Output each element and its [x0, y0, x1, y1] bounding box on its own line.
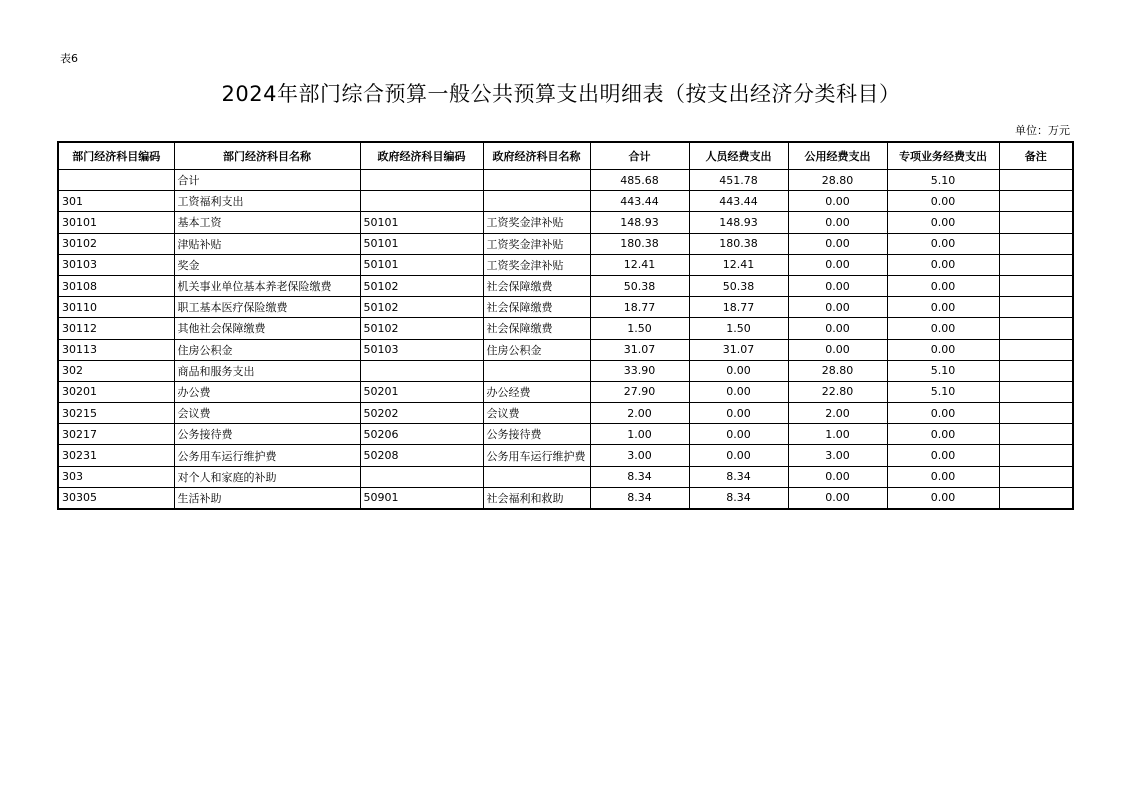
dept-name-cell: 机关事业单位基本养老保险缴费 — [174, 275, 360, 296]
dept-code-cell: 30112 — [58, 318, 174, 339]
page-title: 2024年部门综合预算一般公共预算支出明细表（按支出经济分类科目） — [221, 82, 901, 106]
personnel-cell: 12.41 — [689, 254, 788, 275]
table-header-row — [58, 142, 1073, 170]
special-cell: 0.00 — [887, 487, 999, 509]
total-cell: 50.38 — [590, 275, 689, 296]
dept-name-cell: 基本工资 — [174, 212, 360, 233]
public-cell: 0.00 — [788, 233, 887, 254]
gov-name-cell: 公务用车运行维护费 — [483, 445, 590, 466]
note-cell — [999, 381, 1073, 402]
table-row — [58, 297, 1073, 318]
total-cell: 443.44 — [590, 191, 689, 212]
special-cell: 5.10 — [887, 360, 999, 381]
gov-name-cell — [483, 466, 590, 487]
dept-code-cell: 30215 — [58, 403, 174, 424]
table-row — [58, 254, 1073, 275]
note-cell — [999, 191, 1073, 212]
total-cell: 485.68 — [590, 170, 689, 191]
total-cell: 33.90 — [590, 360, 689, 381]
note-cell — [999, 233, 1073, 254]
total-cell: 18.77 — [590, 297, 689, 318]
public-cell: 0.00 — [788, 466, 887, 487]
total-cell: 1.50 — [590, 318, 689, 339]
personnel-cell: 443.44 — [689, 191, 788, 212]
table-row — [58, 381, 1073, 402]
personnel-cell: 0.00 — [689, 424, 788, 445]
gov-code-cell: 50201 — [360, 381, 483, 402]
table-row — [58, 403, 1073, 424]
table-row — [58, 191, 1073, 212]
personnel-cell: 451.78 — [689, 170, 788, 191]
special-cell: 0.00 — [887, 466, 999, 487]
dept-name-cell: 工资福利支出 — [174, 191, 360, 212]
personnel-cell: 1.50 — [689, 318, 788, 339]
table-row — [58, 212, 1073, 233]
public-cell: 0.00 — [788, 487, 887, 509]
dept-name-cell: 对个人和家庭的补助 — [174, 466, 360, 487]
special-cell: 0.00 — [887, 403, 999, 424]
note-cell — [999, 339, 1073, 360]
total-cell: 8.34 — [590, 466, 689, 487]
note-cell — [999, 297, 1073, 318]
public-cell: 0.00 — [788, 191, 887, 212]
dept-name-cell: 其他社会保障缴费 — [174, 318, 360, 339]
dept-code-cell: 30201 — [58, 381, 174, 402]
gov-name-cell: 社会保障缴费 — [483, 275, 590, 296]
special-cell: 5.10 — [887, 381, 999, 402]
gov-code-cell: 50206 — [360, 424, 483, 445]
gov-code-cell — [360, 466, 483, 487]
personnel-cell: 8.34 — [689, 466, 788, 487]
gov-code-cell: 50102 — [360, 318, 483, 339]
gov-code-cell: 50102 — [360, 275, 483, 296]
public-cell: 0.00 — [788, 339, 887, 360]
total-cell: 8.34 — [590, 487, 689, 509]
gov-name-cell: 社会福利和救助 — [483, 487, 590, 509]
personnel-cell: 0.00 — [689, 360, 788, 381]
dept-code-cell: 30113 — [58, 339, 174, 360]
special-cell: 0.00 — [887, 275, 999, 296]
note-cell — [999, 360, 1073, 381]
personnel-cell: 50.38 — [689, 275, 788, 296]
gov-name-cell: 公务接待费 — [483, 424, 590, 445]
total-cell: 3.00 — [590, 445, 689, 466]
note-cell — [999, 424, 1073, 445]
table-row — [58, 275, 1073, 296]
public-cell: 0.00 — [788, 254, 887, 275]
gov-code-cell — [360, 170, 483, 191]
unit-label: 单位：万元 — [1015, 124, 1070, 137]
dept-code-cell: 30102 — [58, 233, 174, 254]
special-cell: 0.00 — [887, 254, 999, 275]
public-cell: 2.00 — [788, 403, 887, 424]
note-cell — [999, 487, 1073, 509]
personnel-cell: 0.00 — [689, 445, 788, 466]
special-cell: 0.00 — [887, 212, 999, 233]
table-row — [58, 318, 1073, 339]
special-cell: 0.00 — [887, 233, 999, 254]
gov-name-cell: 工资奖金津补贴 — [483, 254, 590, 275]
table-row — [58, 233, 1073, 254]
special-cell: 0.00 — [887, 339, 999, 360]
header-total: 合计 — [590, 142, 689, 170]
gov-code-cell: 50102 — [360, 297, 483, 318]
table-row — [58, 360, 1073, 381]
table-number-label: 表6 — [60, 52, 78, 65]
note-cell — [999, 318, 1073, 339]
dept-code-cell: 303 — [58, 466, 174, 487]
dept-code-cell: 30103 — [58, 254, 174, 275]
special-cell: 0.00 — [887, 445, 999, 466]
gov-code-cell: 50202 — [360, 403, 483, 424]
public-cell: 28.80 — [788, 360, 887, 381]
dept-name-cell: 公务接待费 — [174, 424, 360, 445]
public-cell: 22.80 — [788, 381, 887, 402]
gov-name-cell — [483, 170, 590, 191]
dept-name-cell: 生活补助 — [174, 487, 360, 509]
gov-name-cell: 工资奖金津补贴 — [483, 212, 590, 233]
personnel-cell: 0.00 — [689, 381, 788, 402]
note-cell — [999, 466, 1073, 487]
dept-name-cell: 公务用车运行维护费 — [174, 445, 360, 466]
header-gov-name: 政府经济科目名称 — [483, 142, 590, 170]
note-cell — [999, 212, 1073, 233]
header-personnel: 人员经费支出 — [689, 142, 788, 170]
dept-name-cell: 住房公积金 — [174, 339, 360, 360]
gov-name-cell — [483, 191, 590, 212]
dept-code-cell: 30101 — [58, 212, 174, 233]
dept-name-cell: 奖金 — [174, 254, 360, 275]
total-cell: 180.38 — [590, 233, 689, 254]
note-cell — [999, 403, 1073, 424]
gov-code-cell: 50103 — [360, 339, 483, 360]
gov-code-cell: 50101 — [360, 254, 483, 275]
header-special: 专项业务经费支出 — [887, 142, 999, 170]
gov-code-cell — [360, 360, 483, 381]
dept-code-cell: 30110 — [58, 297, 174, 318]
total-cell: 12.41 — [590, 254, 689, 275]
table-row — [58, 445, 1073, 466]
total-cell: 1.00 — [590, 424, 689, 445]
dept-code-cell: 30217 — [58, 424, 174, 445]
table-row — [58, 339, 1073, 360]
special-cell: 5.10 — [887, 170, 999, 191]
dept-name-cell: 会议费 — [174, 403, 360, 424]
total-cell: 31.07 — [590, 339, 689, 360]
header-public: 公用经费支出 — [788, 142, 887, 170]
special-cell: 0.00 — [887, 191, 999, 212]
total-cell: 27.90 — [590, 381, 689, 402]
header-note: 备注 — [999, 142, 1073, 170]
table-body — [58, 170, 1073, 510]
gov-name-cell: 会议费 — [483, 403, 590, 424]
public-cell: 3.00 — [788, 445, 887, 466]
table-row — [58, 466, 1073, 487]
personnel-cell: 0.00 — [689, 403, 788, 424]
table-row — [58, 170, 1073, 191]
header-gov-code: 政府经济科目编码 — [360, 142, 483, 170]
note-cell — [999, 275, 1073, 296]
public-cell: 0.00 — [788, 275, 887, 296]
dept-code-cell: 30305 — [58, 487, 174, 509]
personnel-cell: 8.34 — [689, 487, 788, 509]
dept-name-cell: 职工基本医疗保险缴费 — [174, 297, 360, 318]
dept-code-cell — [58, 170, 174, 191]
personnel-cell: 180.38 — [689, 233, 788, 254]
dept-code-cell: 302 — [58, 360, 174, 381]
gov-name-cell: 办公经费 — [483, 381, 590, 402]
public-cell: 0.00 — [788, 318, 887, 339]
total-cell: 2.00 — [590, 403, 689, 424]
dept-name-cell: 津贴补贴 — [174, 233, 360, 254]
dept-code-cell: 30231 — [58, 445, 174, 466]
dept-name-cell: 合计 — [174, 170, 360, 191]
gov-code-cell — [360, 191, 483, 212]
gov-name-cell: 住房公积金 — [483, 339, 590, 360]
gov-code-cell: 50101 — [360, 212, 483, 233]
dept-name-cell: 商品和服务支出 — [174, 360, 360, 381]
public-cell: 0.00 — [788, 297, 887, 318]
header-dept-code: 部门经济科目编码 — [58, 142, 174, 170]
public-cell: 0.00 — [788, 212, 887, 233]
special-cell: 0.00 — [887, 318, 999, 339]
gov-name-cell: 社会保障缴费 — [483, 297, 590, 318]
gov-code-cell: 50101 — [360, 233, 483, 254]
public-cell: 28.80 — [788, 170, 887, 191]
header-dept-name: 部门经济科目名称 — [174, 142, 360, 170]
dept-code-cell: 30108 — [58, 275, 174, 296]
note-cell — [999, 445, 1073, 466]
note-cell — [999, 170, 1073, 191]
dept-name-cell: 办公费 — [174, 381, 360, 402]
table-row — [58, 487, 1073, 509]
note-cell — [999, 254, 1073, 275]
gov-name-cell: 社会保障缴费 — [483, 318, 590, 339]
personnel-cell: 31.07 — [689, 339, 788, 360]
total-cell: 148.93 — [590, 212, 689, 233]
personnel-cell: 148.93 — [689, 212, 788, 233]
table-row — [58, 424, 1073, 445]
gov-name-cell: 工资奖金津补贴 — [483, 233, 590, 254]
public-cell: 1.00 — [788, 424, 887, 445]
expenditure-detail-table — [57, 141, 1074, 510]
dept-code-cell: 301 — [58, 191, 174, 212]
personnel-cell: 18.77 — [689, 297, 788, 318]
gov-code-cell: 50208 — [360, 445, 483, 466]
gov-code-cell: 50901 — [360, 487, 483, 509]
special-cell: 0.00 — [887, 424, 999, 445]
special-cell: 0.00 — [887, 297, 999, 318]
gov-name-cell — [483, 360, 590, 381]
